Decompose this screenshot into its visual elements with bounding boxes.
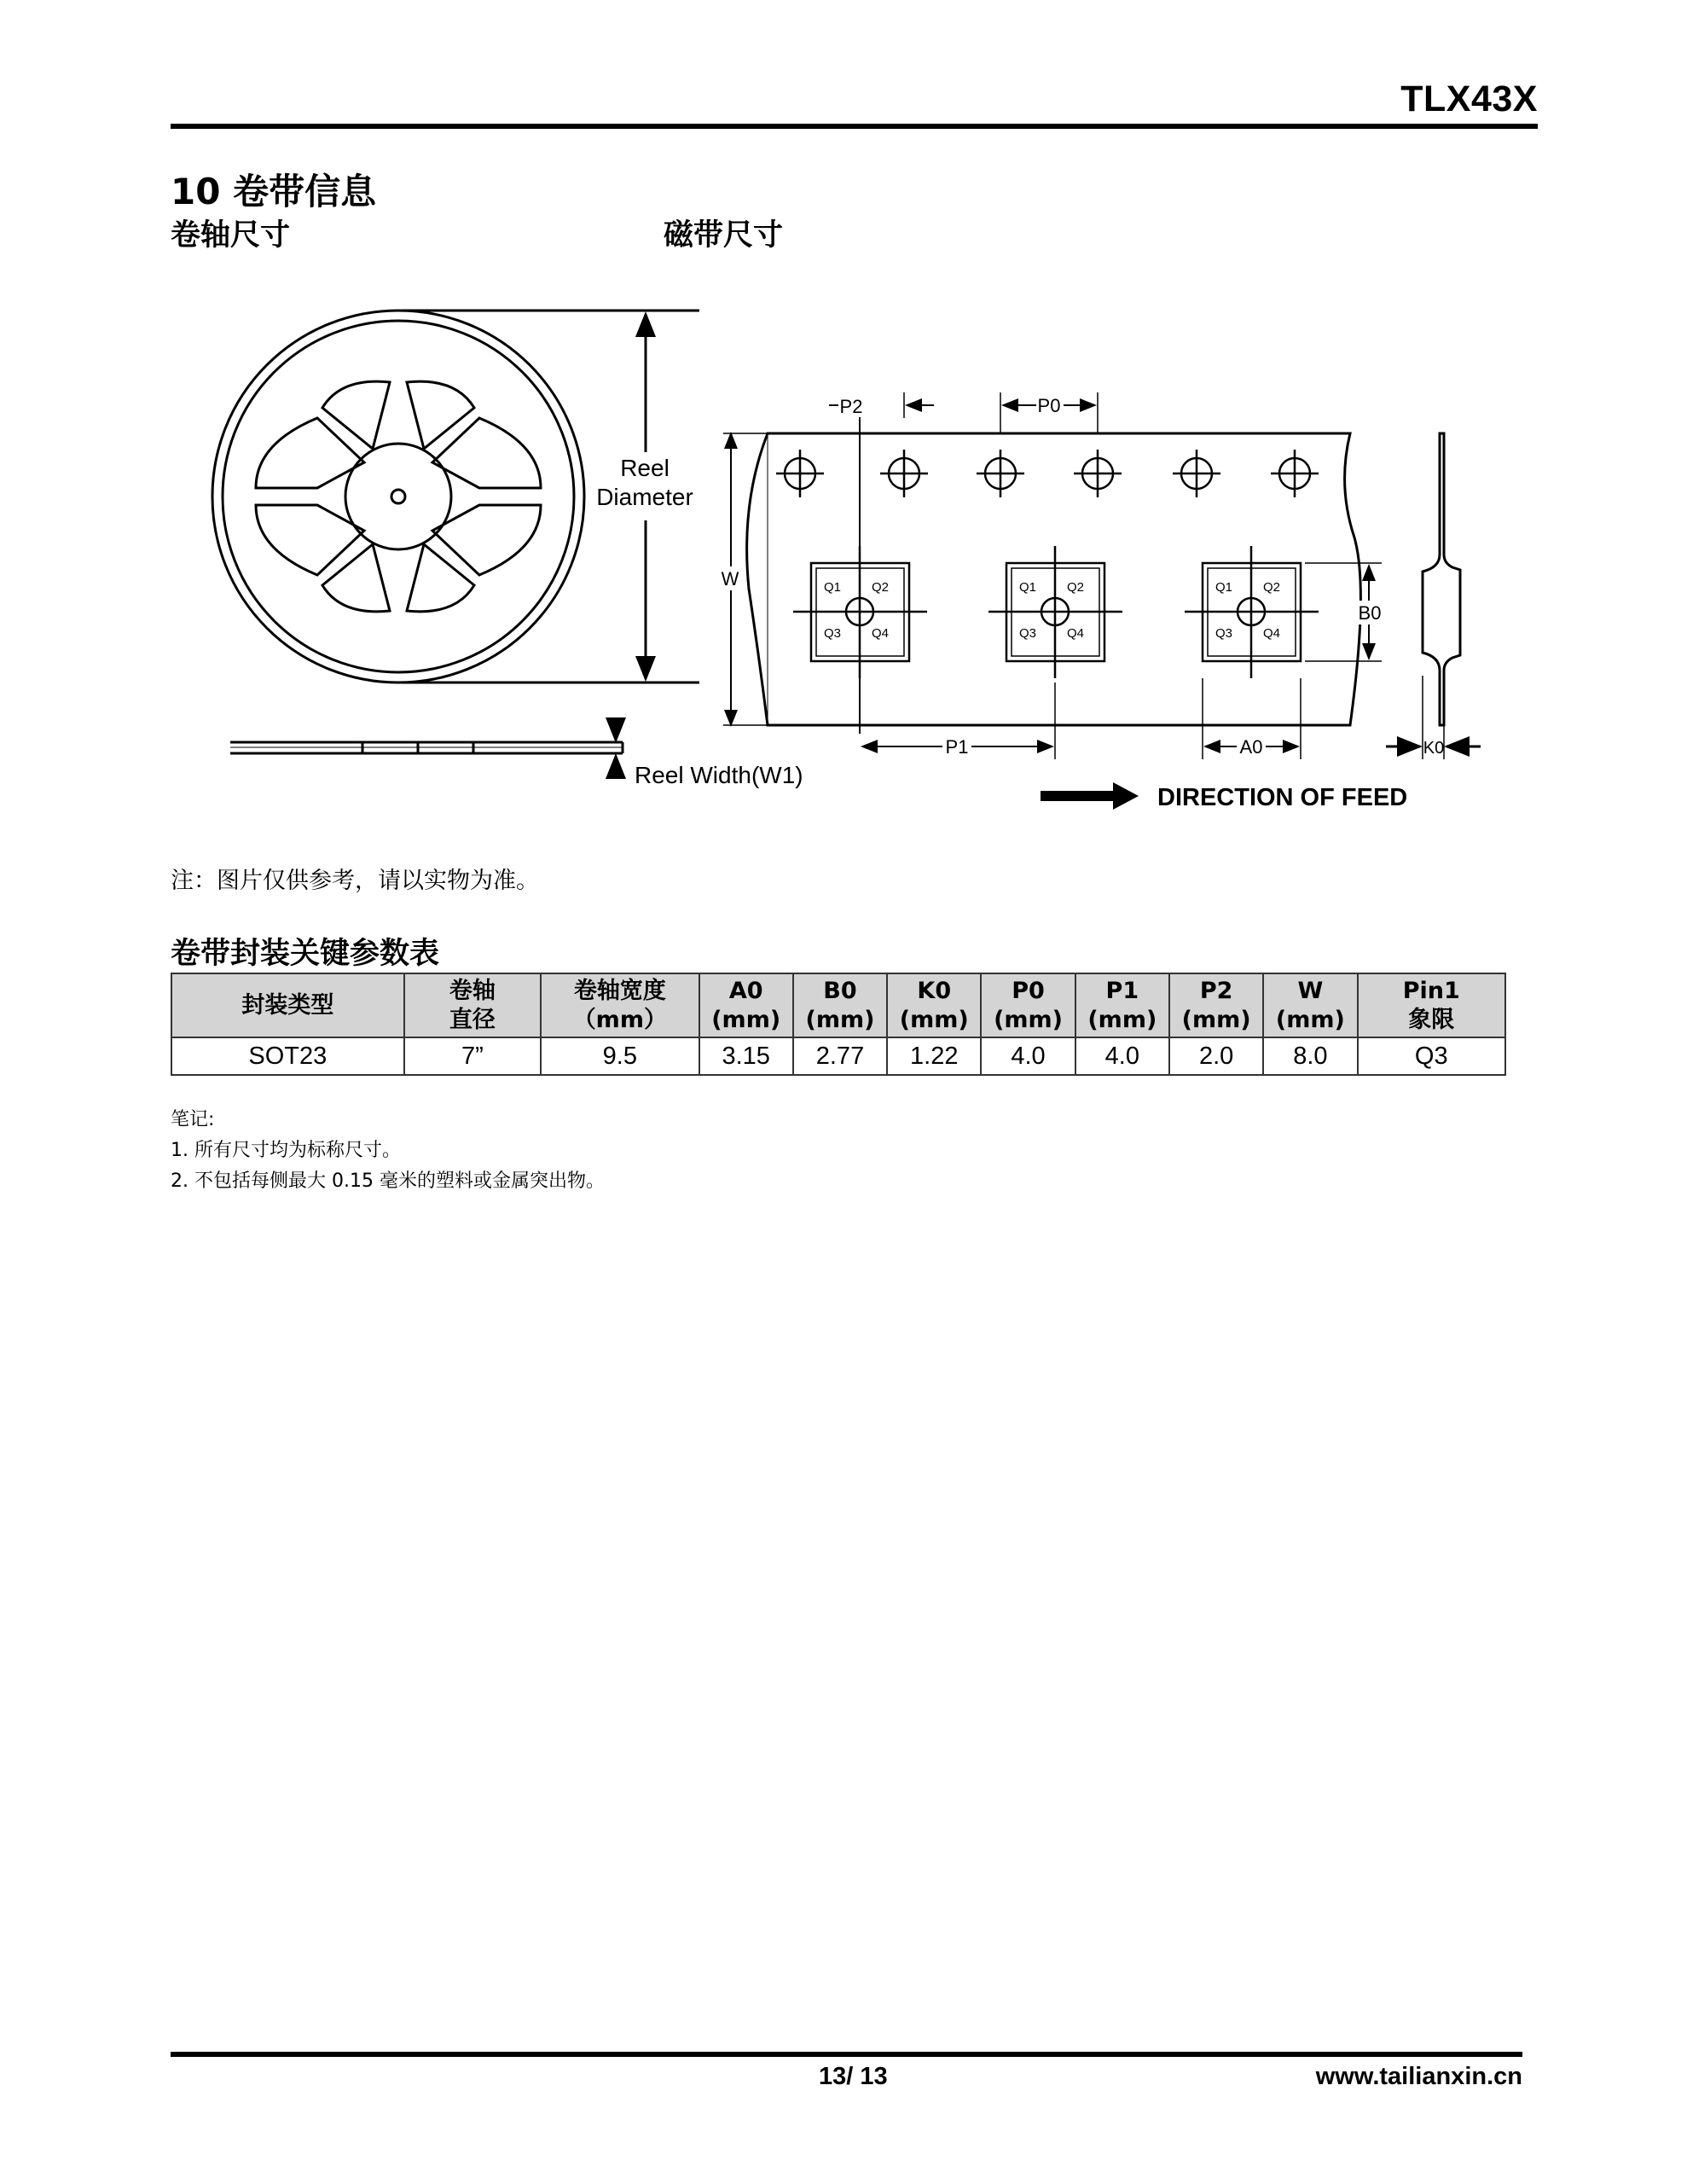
quadrant-label: Q2 [1262, 580, 1281, 595]
feed-direction-label: DIRECTION OF FEED [1157, 784, 1408, 811]
quadrant-label: Q4 [1066, 626, 1085, 641]
quadrant-label: Q4 [1262, 626, 1281, 641]
header-line-1: P0 [1012, 977, 1045, 1004]
header-line-2: (mm) [1087, 1006, 1157, 1033]
table-cell: 3.15 [699, 1037, 793, 1075]
table-row [171, 1037, 1505, 1075]
table-cell: SOT23 [171, 1037, 404, 1075]
table-cell: 8.0 [1263, 1037, 1357, 1075]
header-line-2: (mm) [805, 1006, 875, 1033]
header-line-1: 封装类型 [241, 991, 334, 1019]
table-cell: 7” [404, 1037, 541, 1075]
column-header-reel-diameter [404, 973, 541, 1037]
quadrant-label: Q1 [1018, 580, 1037, 595]
header-line-2: (mm) [899, 1006, 969, 1033]
header-line-1: P1 [1105, 977, 1139, 1004]
quadrant-label: Q3 [1018, 626, 1037, 641]
header-line-2: 直径 [449, 1006, 496, 1033]
a0-label: A0 [1239, 736, 1263, 758]
header-line-1: 卷轴宽度 [573, 977, 666, 1004]
section-heading: 10 卷带信息 [171, 171, 377, 212]
header-line-2: （mm） [572, 1006, 667, 1033]
quadrant-label: Q3 [823, 626, 842, 641]
header-line-2: (mm) [711, 1006, 781, 1033]
feed-arrow-icon [1041, 782, 1139, 810]
notes-block [171, 1105, 605, 1197]
notes-title: 笔记: [171, 1109, 215, 1130]
column-header-p2 [1169, 973, 1263, 1037]
table-cell: 4.0 [981, 1037, 1075, 1075]
p2-label: P2 [839, 396, 863, 417]
table-cell: 1.22 [887, 1037, 981, 1075]
table-cell: 4.0 [1075, 1037, 1169, 1075]
component-pocket-2 [988, 546, 1122, 678]
reel-width-label: Reel Width(W1) [635, 762, 803, 788]
column-header-pin1-quadrant [1358, 973, 1505, 1037]
table-header-row [171, 973, 1505, 1037]
header-line-1: K0 [917, 977, 952, 1004]
column-header-reel-width [541, 973, 699, 1037]
p1-label: P1 [945, 736, 969, 758]
column-header-k0 [887, 973, 981, 1037]
header-line-1: A0 [728, 977, 763, 1004]
table-cell: 2.0 [1169, 1037, 1263, 1075]
tape-dimensions-heading: 磁带尺寸 [664, 218, 784, 253]
column-header-package [171, 973, 404, 1037]
header-line-2: 象限 [1408, 1006, 1455, 1033]
header-rule [171, 124, 1538, 129]
header-line-1: W [1297, 977, 1324, 1004]
header-line-2: (mm) [994, 1006, 1064, 1033]
table-cell: Q3 [1358, 1037, 1505, 1075]
column-header-b0 [793, 973, 887, 1037]
header-line-1: 卷轴 [449, 977, 496, 1004]
reel-diameter-label-2: Diameter [596, 484, 693, 510]
column-header-p1 [1075, 973, 1169, 1037]
quadrant-label: Q1 [1215, 580, 1233, 595]
component-pocket-3 [1185, 546, 1319, 678]
table-cell: 9.5 [541, 1037, 699, 1075]
sprocket-holes [776, 450, 1319, 497]
b0-label: B0 [1358, 602, 1382, 624]
tape-drawing [747, 433, 1361, 725]
note-item: 1. 所有尺寸均为标称尺寸。 [171, 1140, 401, 1161]
w-label: W [721, 568, 739, 590]
quadrant-label: Q2 [871, 580, 890, 595]
footer-rule [171, 2052, 1522, 2057]
header-line-2: (mm) [1181, 1006, 1251, 1033]
header-line-2: (mm) [1275, 1006, 1345, 1033]
tape-reel-diagram [171, 282, 1538, 836]
note-item: 2. 不包括每侧最大 0.15 毫米的塑料或金属突出物。 [171, 1170, 605, 1192]
column-header-a0 [699, 973, 793, 1037]
quadrant-label: Q4 [871, 626, 890, 641]
page-number: 13/ 13 [819, 2063, 888, 2090]
column-header-p0 [981, 973, 1075, 1037]
column-header-w [1263, 973, 1357, 1037]
reel-side-view [230, 725, 623, 770]
header-line-1: B0 [823, 977, 857, 1004]
tape-side-profile [1386, 433, 1481, 759]
header-line-1: Pin1 [1402, 977, 1460, 1004]
reel-diameter-label: Reel [620, 455, 670, 481]
quadrant-label: Q1 [823, 580, 842, 595]
p0-label: P0 [1037, 395, 1061, 416]
table-title: 卷带封装关键参数表 [171, 937, 440, 971]
tape-reel-parameter-table [171, 973, 1506, 1076]
dimension-lines [723, 392, 1382, 759]
document-title: TLX43X [1400, 78, 1538, 119]
reel-dimensions-heading: 卷轴尺寸 [171, 218, 291, 253]
image-reference-note: 注：图片仅供参考，请以实物为准。 [171, 868, 539, 894]
quadrant-label: Q2 [1066, 580, 1085, 595]
header-line-1: P2 [1199, 977, 1233, 1004]
quadrant-label: Q3 [1215, 626, 1233, 641]
k0-label: K0 [1423, 739, 1445, 758]
table-cell: 2.77 [793, 1037, 887, 1075]
website-link[interactable]: www.tailianxin.cn [1315, 2063, 1522, 2090]
